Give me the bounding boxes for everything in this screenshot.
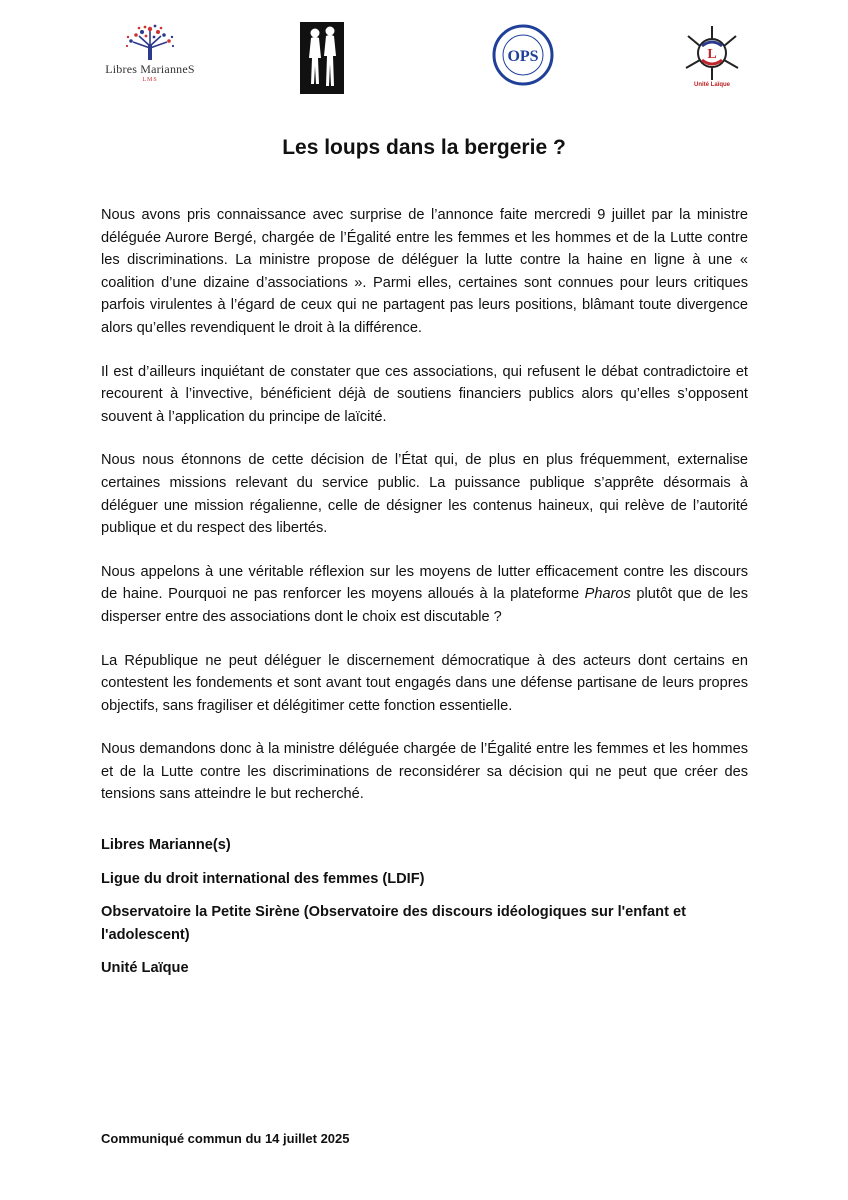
signatory-petite-sirene: Observatoire la Petite Sirène (Observatoire des discours idéologiques sur l'enfant et l'adolescent) (101, 904, 686, 943)
document-body (101, 204, 748, 991)
libres-mariannes-logo-sub: LMS (142, 77, 158, 83)
paragraph-5: La République ne peut déléguer le discernement démocratique à des acteurs dont certains en contestent les fondements et sont avant tout engagés dans une défense partisane de leurs propres objectifs, sans fragiliser et délégitimer cette fonction essentielle. (101, 652, 748, 714)
signatory-libres-mariannes: Libres Marianne(s) (101, 837, 231, 854)
ops-badge-icon (492, 24, 554, 86)
paragraph-1: Nous avons pris connaissance avec surprise de l’annonce faite mercredi 9 juillet par la ministre déléguée Aurore Bergé, chargée de l’Égalité entre les femmes et les hommes et de la Lutte contre les discriminations. La ministre propose de déléguer la lutte contre la haine en ligne à une « coalition d’une dizaine d’associations ». Parmi elles, certaines sont connues pour leurs critiques parfois virulentes à l’égard de ceux qui ne partagent pas leurs positions, blâmant toute divergence alors qu’elles revendiquent le droit à la différence. (101, 207, 748, 336)
signatory-ldif: Ligue du droit international des femmes (LDIF) (101, 870, 425, 887)
paragraph-3: Nous nous étonnons de cette décision de l’État qui, de plus en plus fréquemment, externalise certaines missions relevant du service public. La puissance publique s’apprête désormais à déléguer une mission régalienne, celle de désigner les contenus haineux, qui relève de l’autorité publique et du respect des libertés. (101, 452, 748, 537)
ldif-logo (300, 22, 344, 94)
libres-mariannes-logo (95, 22, 205, 94)
logo-row (0, 0, 848, 110)
signatory-unite-laique: Unité Laïque (101, 960, 189, 977)
unite-laique-letter: L (707, 47, 717, 62)
footer-date: Communiqué commun du 14 juillet 2025 (101, 1131, 350, 1146)
women-silhouettes-icon (300, 22, 344, 94)
libres-mariannes-logo-name: Libres MarianneS (105, 62, 195, 76)
signatories-list (101, 834, 748, 980)
page-title: Les loups dans la bergerie ? (282, 136, 566, 159)
pharos-emphasis: Pharos (584, 586, 631, 603)
ops-logo (492, 24, 554, 86)
paragraph-4-after: plutôt que de les disperser entre des associations dont le choix est discutable ? (101, 586, 748, 625)
ops-badge-text: OPS (507, 48, 539, 65)
paragraph-4-before: Nous appelons à une véritable réflexion sur les moyens de lutter efficacement contre les discours de haine. Pourquoi ne pas renforcer les moyens alloués à la plateforme (101, 563, 748, 603)
paragraph-2: Il est d’ailleurs inquiétant de constater que ces associations, qui refusent le débat contradictoire et recourent à l’invective, bénéficient déjà de soutiens financiers publics alors qu’elles s’opposent souvent à l’application du principe de laïcité. (101, 363, 748, 425)
joined-hands-icon (680, 24, 744, 82)
unite-laique-logo-name: Unité Laïque (693, 82, 730, 88)
unite-laique-logo (680, 24, 744, 92)
tree-icon (115, 22, 185, 62)
paragraph-6: Nous demandons donc à la ministre déléguée chargée de l’Égalité entre les femmes et les hommes et de la Lutte contre les discriminations de reconsidérer sa décision qui ne peut que créer des tensions sans atteindre le but recherché. (101, 741, 748, 803)
paragraph-4 (101, 561, 748, 629)
